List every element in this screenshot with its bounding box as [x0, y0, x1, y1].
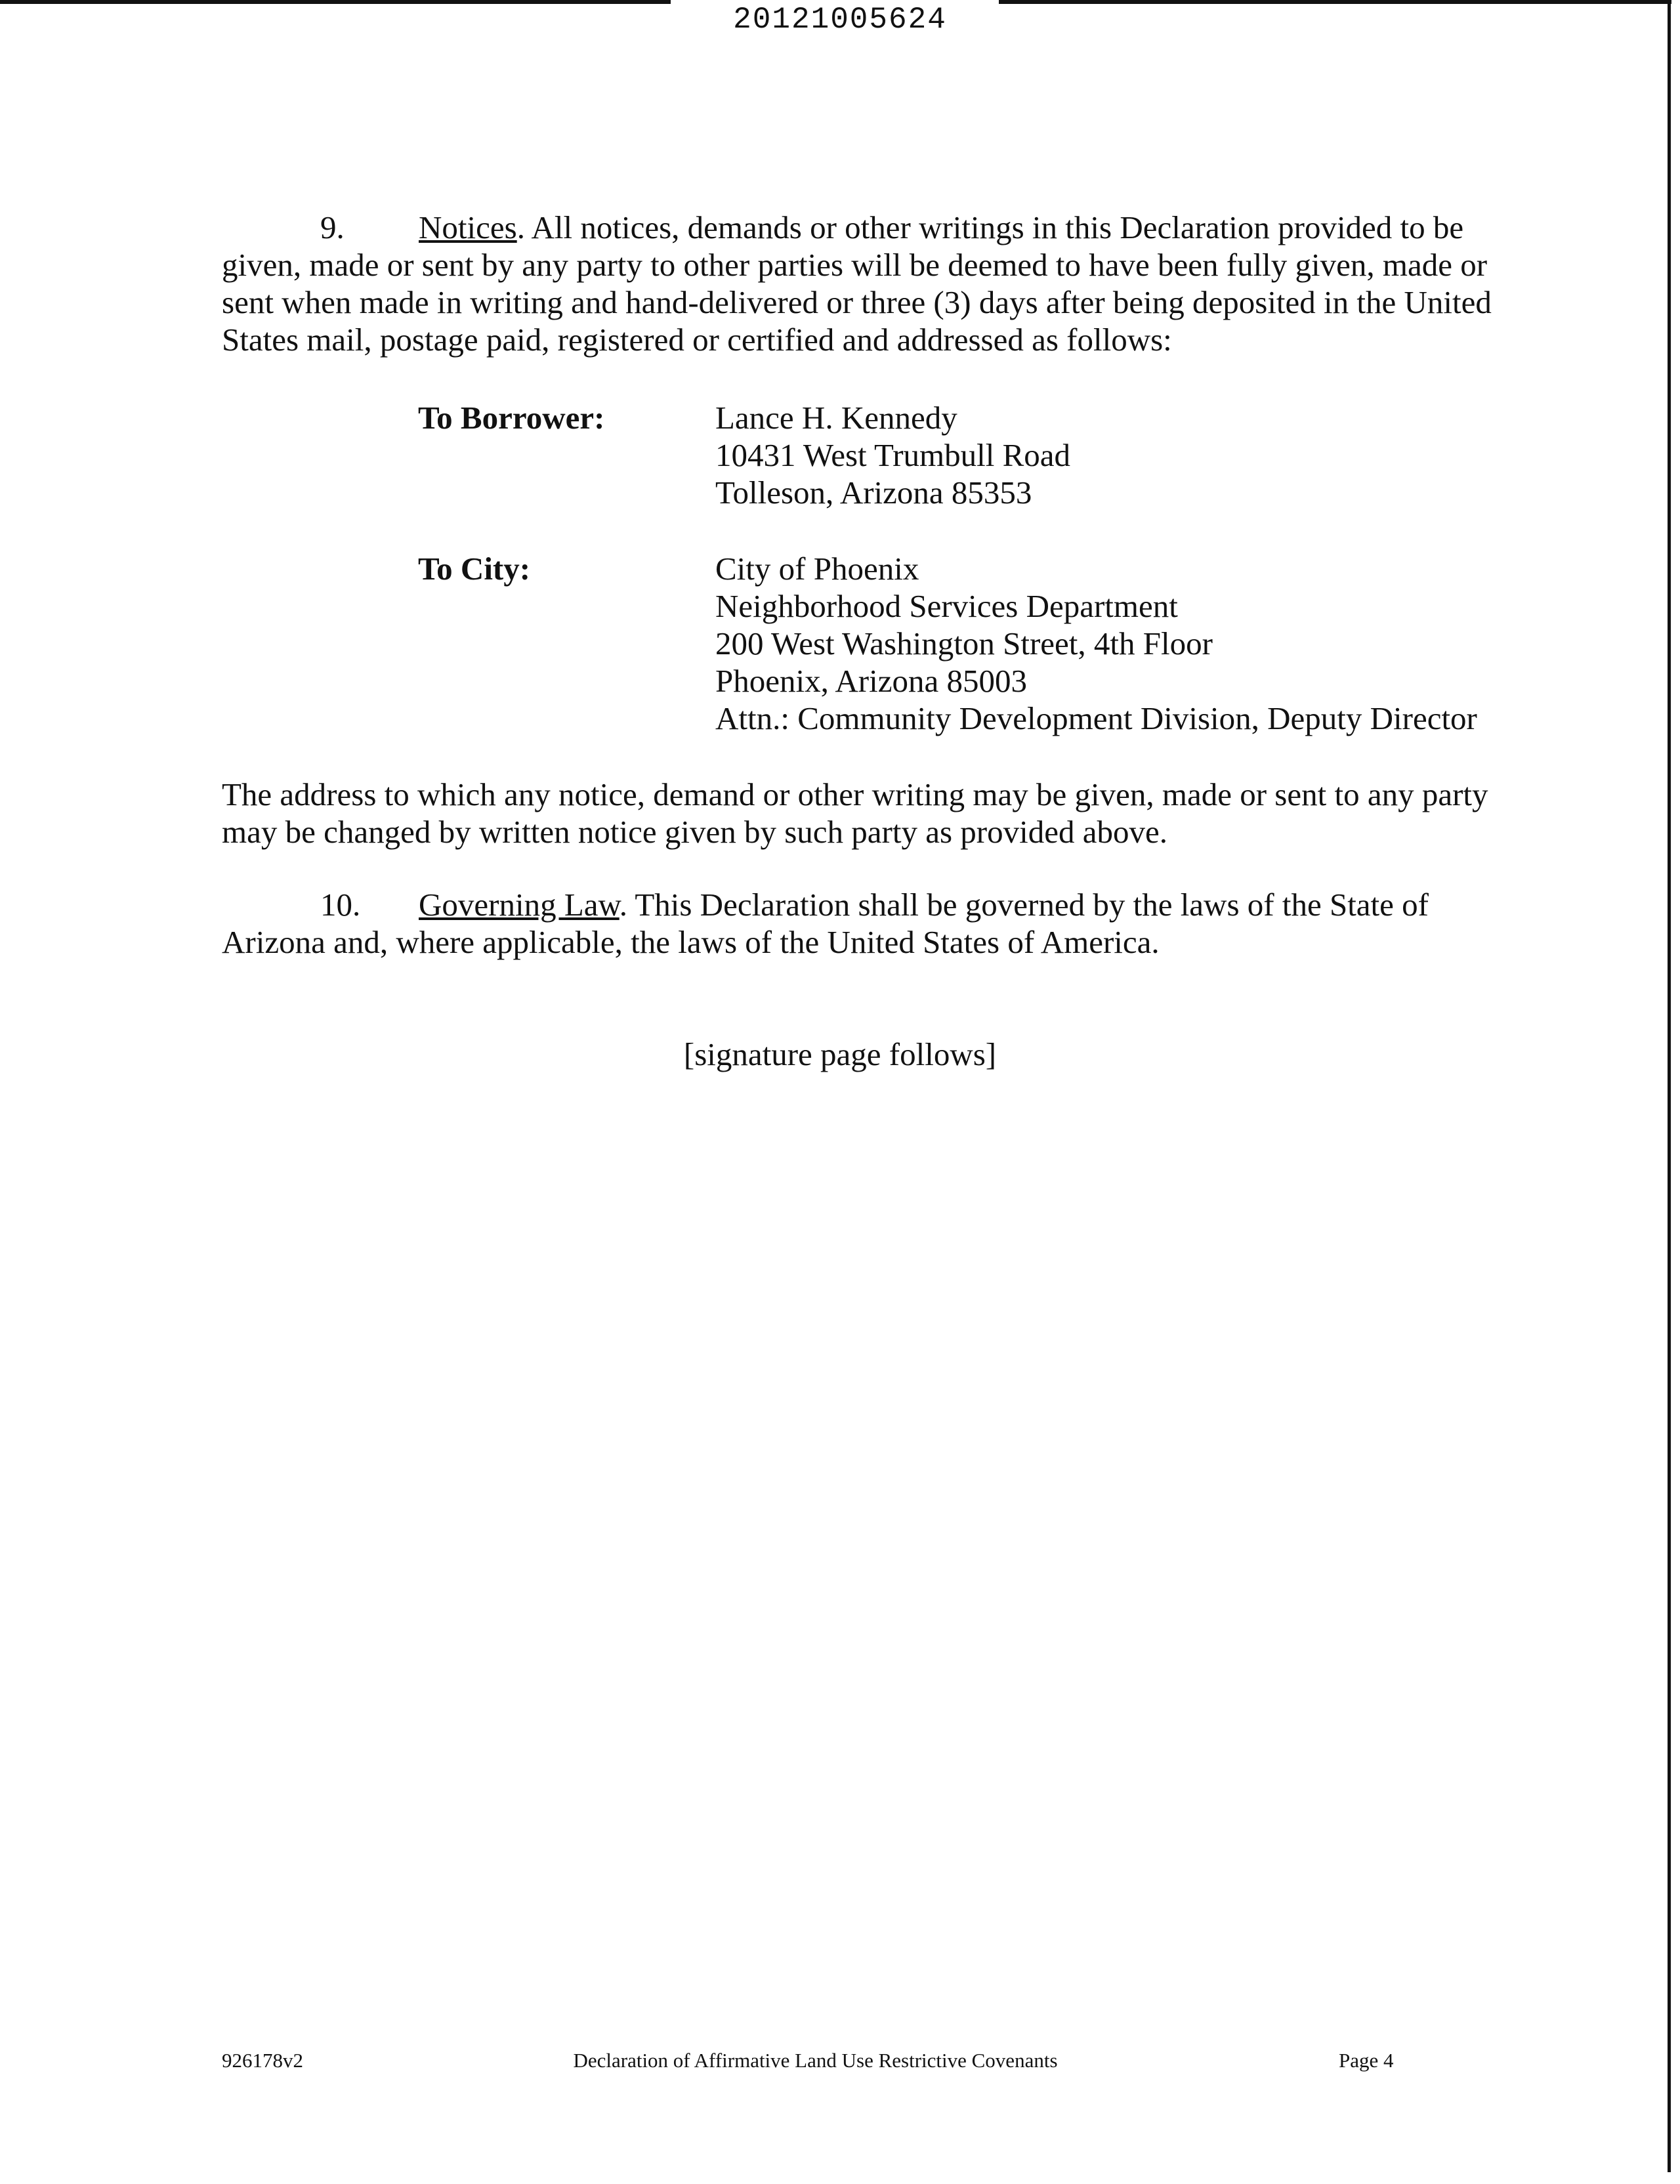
section-10-number: 10.	[320, 887, 361, 923]
borrower-address-line: Tolleson, Arizona 85353	[715, 474, 1032, 511]
city-address-line: City of Phoenix	[715, 551, 919, 587]
borrower-address-line: 10431 West Trumbull Road	[715, 437, 1071, 473]
section-10-heading: Governing Law	[419, 887, 620, 923]
signature-page-note: [signature page follows]	[683, 1036, 997, 1072]
section-9-heading: Notices	[419, 209, 517, 245]
borrower-address	[715, 399, 1070, 511]
footer-doc-id: 926178v2	[222, 2049, 303, 2072]
section-9-text: . All notices, demands or other writings in this Declaration provided to be given, made or sent by any party to other parties will be deemed to have been fully given, made or sent when made in writing and hand-delivered or three (3) days after being deposited in the United States mail, postage paid, registered or certified and addressed as follows:	[222, 209, 1492, 358]
scan-border-right	[1668, 0, 1671, 2172]
city-address-line: Attn.: Community Development Division, Deputy Director	[715, 700, 1477, 736]
borrower-address-line: Lance H. Kennedy	[715, 400, 957, 436]
section-10-paragraph	[222, 886, 1508, 961]
recording-number: 20121005624	[733, 3, 947, 37]
borrower-label: To Borrower:	[418, 400, 605, 436]
city-address-line: 200 West Washington Street, 4th Floor	[715, 625, 1213, 662]
city-address-line: Neighborhood Services Department	[715, 588, 1178, 624]
city-address	[715, 550, 1477, 737]
footer-page-number: Page 4	[1339, 2049, 1394, 2072]
section-9-number: 9.	[320, 209, 345, 245]
footer-title: Declaration of Affirmative Land Use Restrictive Covenants	[573, 2049, 1058, 2072]
section-10-text: . This Declaration shall be governed by the laws of the State of Arizona and, where applicable, the laws of the United States of America.	[222, 887, 1429, 960]
section-9-paragraph	[222, 209, 1508, 358]
address-change-paragraph: The address to which any notice, demand or other writing may be given, made or sent to any party may be changed by written notice given by such party as provided above.	[222, 776, 1488, 850]
city-label: To City:	[418, 551, 531, 587]
city-address-line: Phoenix, Arizona 85003	[715, 663, 1027, 699]
